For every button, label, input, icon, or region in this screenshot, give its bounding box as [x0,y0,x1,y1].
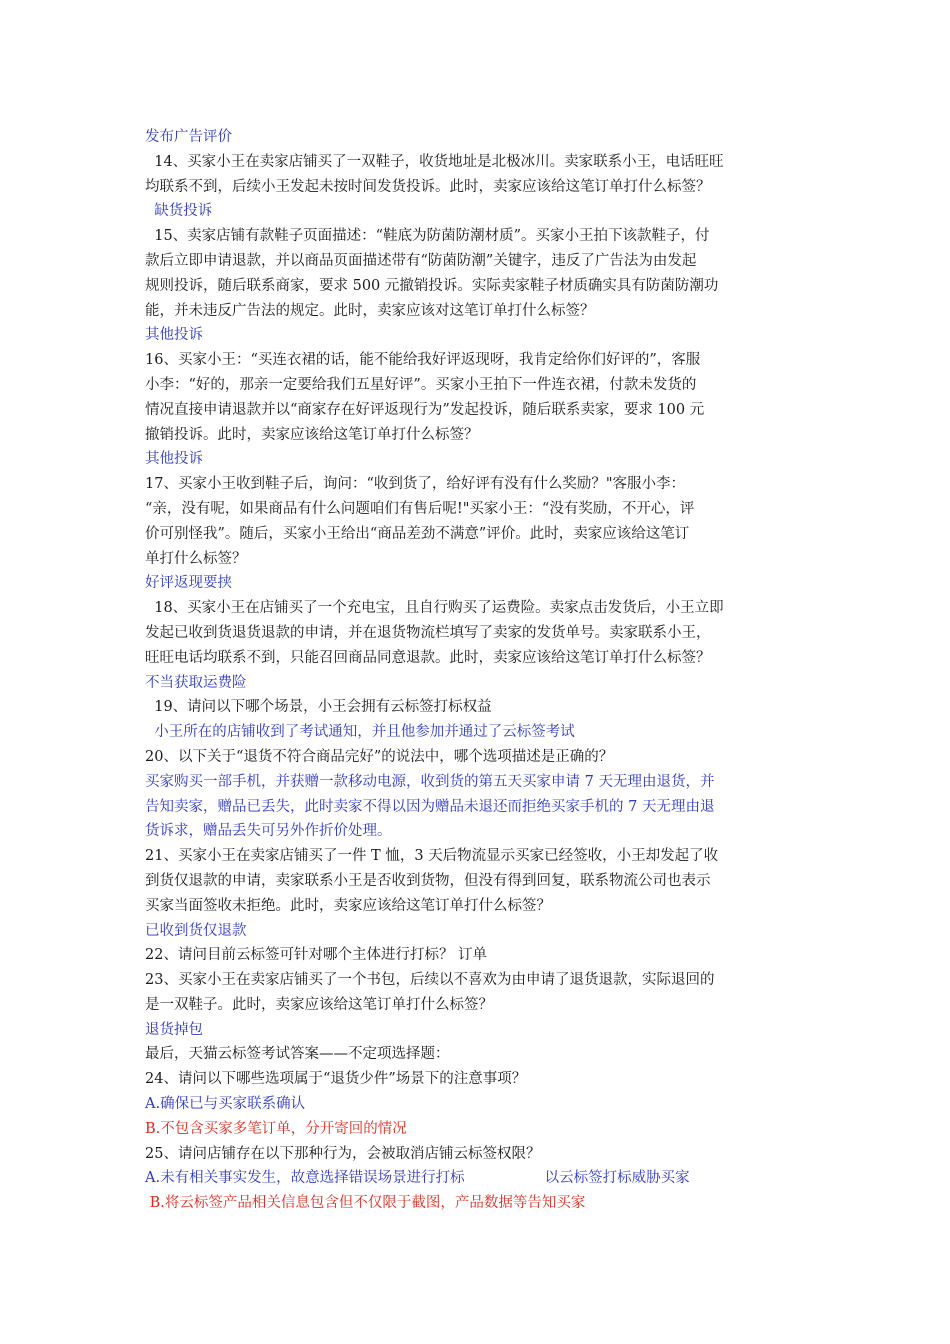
text-line: 单打什么标签？ [145,550,247,567]
text-line: 23、买家小王在卖家店铺买了一个书包，后续以不喜欢为由申请了退货退款，实际退回的 [145,972,715,989]
text-line: 撤销投诉。此时，卖家应该给这笔订单打什么标签？ [145,426,479,443]
text-line: 缺货投诉 [145,203,213,220]
option-a-extra: 以云标签打标威胁买家 [544,1170,690,1187]
text-line: 均联系不到，后续小王发起未按时间发货投诉。此时，卖家应该给这笔订单打什么标签？ [145,178,711,195]
text-line: 退货掉包 [145,1021,203,1038]
text-line: 15、卖家店铺有款鞋子页面描述：“鞋底为防菌防潮材质”。买家小王拍下该款鞋子，付 [145,228,710,245]
text-line: 22、请问目前云标签可针对哪个主体进行打标？ 订单 [145,947,488,964]
text-line: 发起已收到货退货退款的申请，并在退货物流栏填写了卖家的发货单号。卖家联系小王， [145,624,711,641]
text-line: 24、请问以下哪些选项属于“退货少件”场景下的注意事项？ [145,1071,527,1088]
text-line: 其他投诉 [145,327,203,344]
document-page [145,125,810,1216]
text-line: 好评返现要挟 [145,575,232,592]
text-line: 买家购买一部手机，并获赠一款移动电源，收到货的第五天买家申请 7 天无理由退货，并 [145,773,715,790]
text-line: 到货仅退款的申请，卖家联系小王是否收到货物，但没有得到回复，联系物流公司也表示 [145,872,711,889]
text-line: 19、请问以下哪个场景，小王会拥有云标签打标权益 [145,699,492,716]
text-line: B.不包含买家多笔订单，分开寄回的情况 [145,1120,407,1137]
text-line: 小李：“好的，那亲一定要给我们五星好评”。买家小王拍下一件连衣裙，付款未发货的 [145,376,697,393]
text-line: 是一双鞋子。此时，卖家应该给这笔订单打什么标签？ [145,996,493,1013]
text-line: 能，并未违反广告法的规定。此时，卖家应该对这笔订单打什么标签？ [145,302,595,319]
text-line: 最后，天猫云标签考试答案——不定项选择题： [145,1046,450,1063]
text-line: 小王所在的店铺收到了考试通知，并且他参加并通过了云标签考试 [145,724,575,741]
text-line: 情况直接申请退款并以“商家存在好评返现行为”发起投诉，随后联系卖家，要求 100 元 [145,401,705,418]
text-line: 20、以下关于“退货不符合商品完好”的说法中，哪个选项描述是正确的？ [145,748,614,765]
text-line: 25、请问店铺存在以下那种行为，会被取消店铺云标签权限？ [145,1145,541,1162]
text-line: 已收到货仅退款 [145,922,247,939]
text-line: 告知卖家，赠品已丢失，此时卖家不得以因为赠品未退还而拒绝买家手机的 7 天无理由退 [145,798,715,815]
option-a: A.未有相关事实发生，故意选择错误场景进行打标 [145,1170,465,1187]
text-line: 16、买家小王：“买连衣裙的话，能不能给我好评返现呀，我肯定给你们好评的”，客服 [145,352,701,369]
text-line: 发布广告评价 [145,129,232,145]
text-line: 其他投诉 [145,451,203,468]
text-line: 18、买家小王在店铺买了一个充电宝，且自行购买了运费险。卖家点击发货后，小王立即 [145,600,724,617]
text-line: 规则投诉，随后联系商家，要求 500 元撤销投诉。实际卖家鞋子材质确实具有防菌防潮功 [145,277,719,294]
option-row [145,1166,810,1191]
text-line: 不当获取运费险 [145,674,247,691]
text-line: 17、买家小王收到鞋子后，询问：“收到货了，给好评有没有什么奖励？"客服小李： [145,476,686,493]
text-line: 款后立即申请退款，并以商品页面描述带有“防菌防潮”关键字，违反了广告法为由发起 [145,252,697,269]
text-line: 21、买家小王在卖家店铺买了一件 T 恤，3 天后物流显示买家已经签收，小王却发起了收 [145,848,719,865]
text-line: 14、买家小王在卖家店铺买了一双鞋子，收货地址是北极冰川。卖家联系小王，电话旺旺 [145,153,724,170]
text-line: 买家当面签收未拒绝。此时，卖家应该给这笔订单打什么标签？ [145,897,551,914]
text-line: 价可别怪我”。随后，买家小王给出“商品差劲不满意”评价。此时，卖家应该给这笔订 [145,525,690,542]
text-line: A.确保已与买家联系确认 [145,1096,306,1113]
text-line: “亲，没有呢，如果商品有什么问题咱们有售后呢!"买家小王：“没有奖励，不开心，评 [145,500,695,517]
text-line: 货诉求，赠品丢失可另外作折价处理。 [145,823,392,840]
text-line: 旺旺电话均联系不到，只能召回商品同意退款。此时，卖家应该给这笔订单打什么标签？ [145,649,711,666]
option-b: B.将云标签产品相关信息包含但不仅限于截图，产品数据等告知买家 [145,1195,586,1212]
